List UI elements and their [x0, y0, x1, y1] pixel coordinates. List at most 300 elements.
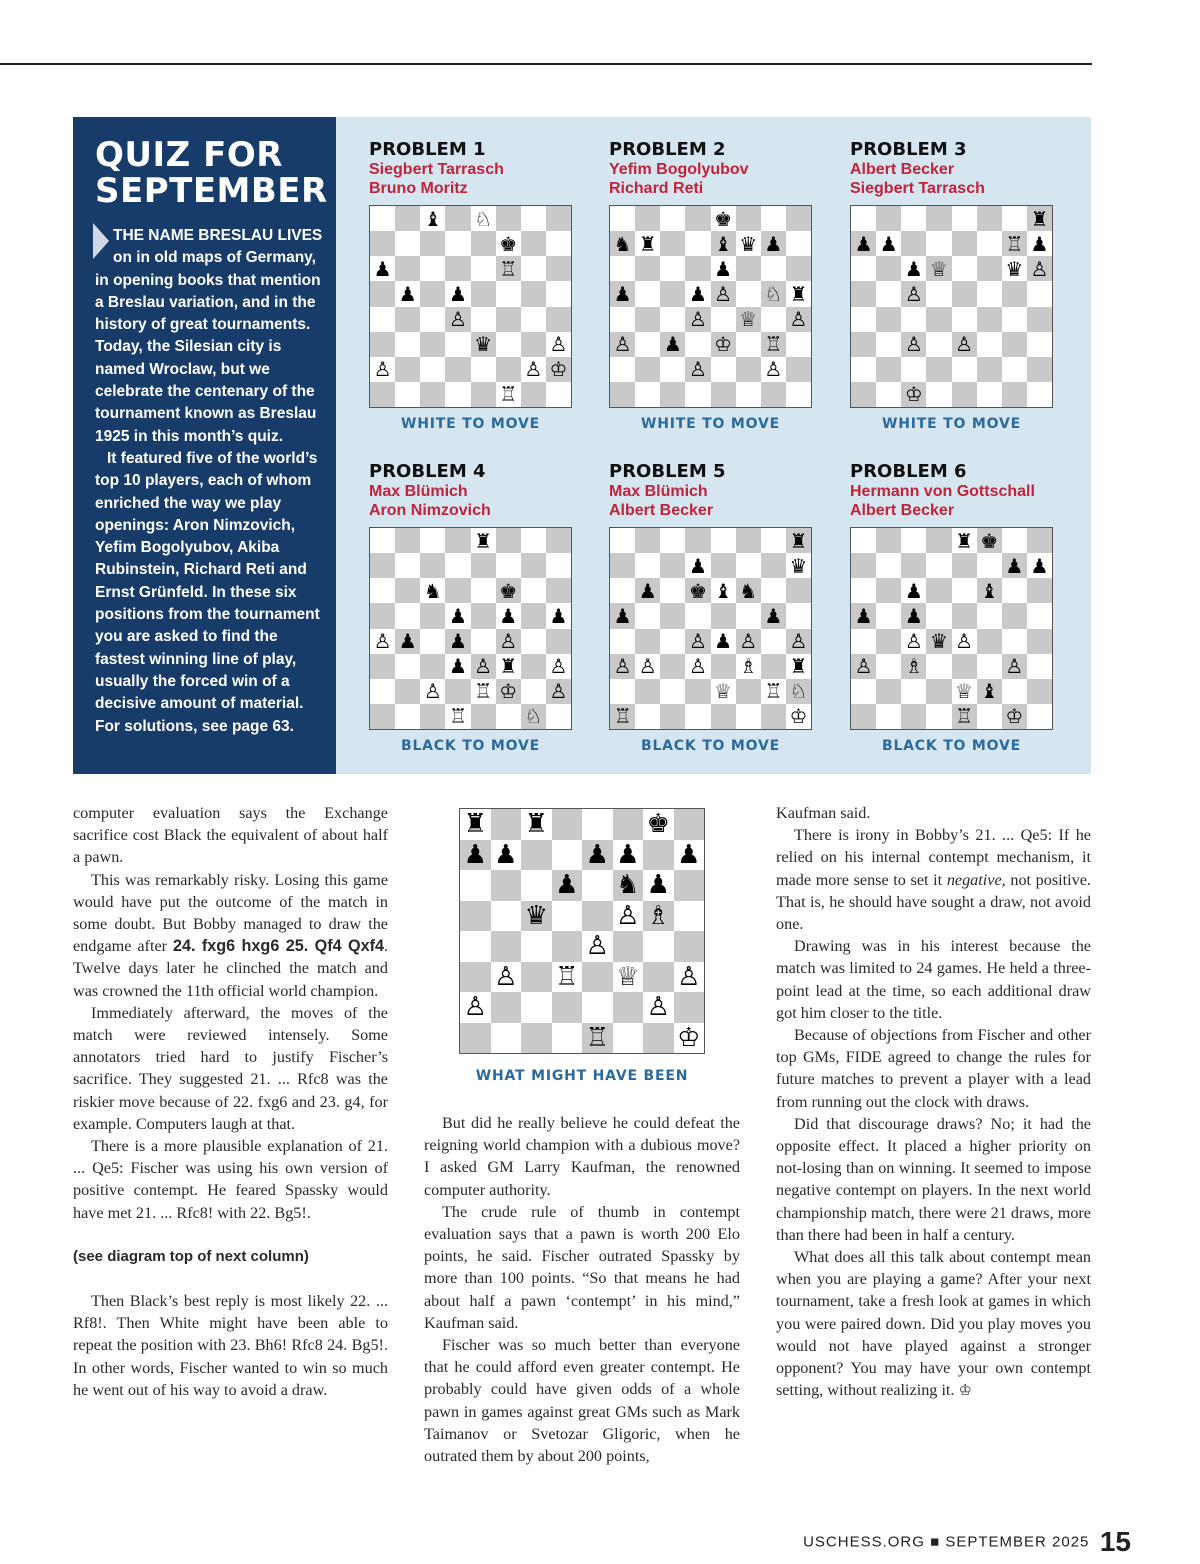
chess-piece-square: ♝	[977, 679, 1002, 704]
chess-piece-square: ♟	[876, 231, 901, 256]
problem-white-player: Hermann von Gottschall	[850, 483, 1035, 500]
chess-piece-square: ♟	[1027, 231, 1052, 256]
chess-piece-square: ♜	[952, 528, 977, 553]
empty-square	[471, 256, 496, 281]
quiz-title-line1: QUIZ FOR	[95, 135, 283, 175]
paragraph: computer evaluation says the Exchange sacrifice cost Black the equivalent of about half a pawn.	[73, 804, 388, 867]
problem-3	[850, 139, 1060, 432]
problem-4	[369, 461, 579, 754]
empty-square	[761, 528, 786, 553]
empty-square	[901, 553, 926, 578]
chess-piece-square: ♚	[496, 231, 521, 256]
empty-square	[952, 256, 977, 281]
empty-square	[460, 870, 491, 901]
empty-square	[952, 603, 977, 628]
empty-square	[420, 629, 445, 654]
empty-square	[952, 553, 977, 578]
chess-piece-square: ♜	[1027, 206, 1052, 231]
chess-piece-square: ♖	[761, 679, 786, 704]
chess-piece-square: ♕	[952, 679, 977, 704]
empty-square	[876, 578, 901, 603]
quiz-intro-text	[95, 225, 327, 738]
empty-square	[786, 256, 811, 281]
empty-square	[660, 281, 685, 306]
chess-piece-square: ♙	[952, 332, 977, 357]
empty-square	[546, 704, 571, 729]
empty-square	[685, 332, 710, 357]
problem-black-player: Siegbert Tarrasch	[850, 180, 985, 197]
empty-square	[610, 307, 635, 332]
article-column-2	[424, 1112, 740, 1467]
chess-piece-square: ♙	[685, 307, 710, 332]
paragraph	[776, 824, 1091, 935]
empty-square	[1027, 528, 1052, 553]
empty-square	[546, 231, 571, 256]
chess-piece-square: ♙	[851, 654, 876, 679]
empty-square	[521, 206, 546, 231]
chess-piece-square: ♙	[460, 992, 491, 1023]
empty-square	[851, 256, 876, 281]
empty-square	[471, 382, 496, 407]
empty-square	[851, 281, 876, 306]
chess-piece-square: ♙	[643, 992, 674, 1023]
chess-piece-square: ♟	[546, 603, 571, 628]
chess-piece-square: ♟	[445, 603, 470, 628]
empty-square	[761, 704, 786, 729]
empty-square	[660, 553, 685, 578]
paragraph: But did he really believe he could defeat the reigning world champion with a dubious move? I asked GM Larry Kaufman, the renowned computer authority.	[424, 1114, 740, 1199]
empty-square	[1002, 629, 1027, 654]
empty-square	[610, 578, 635, 603]
empty-square	[370, 382, 395, 407]
empty-square	[552, 901, 583, 932]
empty-square	[370, 231, 395, 256]
empty-square	[926, 382, 951, 407]
empty-square	[685, 206, 710, 231]
empty-square	[1002, 528, 1027, 553]
empty-square	[420, 231, 445, 256]
chess-piece-square: ♚	[711, 206, 736, 231]
empty-square	[643, 1023, 674, 1054]
empty-square	[546, 307, 571, 332]
chess-piece-square: ♛	[736, 231, 761, 256]
empty-square	[610, 357, 635, 382]
chess-board	[369, 527, 572, 730]
empty-square	[491, 809, 522, 840]
empty-square	[674, 809, 705, 840]
empty-square	[660, 629, 685, 654]
problem-black-player: Aron Nimzovich	[369, 502, 491, 519]
empty-square	[491, 931, 522, 962]
empty-square	[552, 992, 583, 1023]
chess-piece-square: ♙	[546, 332, 571, 357]
empty-square	[851, 382, 876, 407]
chess-piece-square: ♖	[582, 1023, 613, 1054]
empty-square	[761, 654, 786, 679]
empty-square	[445, 206, 470, 231]
empty-square	[635, 206, 660, 231]
empty-square	[952, 357, 977, 382]
chess-piece-square: ♙	[685, 654, 710, 679]
problem-caption: WHITE TO MOVE	[401, 416, 540, 432]
empty-square	[1002, 307, 1027, 332]
chess-piece-square: ♟	[613, 840, 644, 871]
empty-square	[521, 382, 546, 407]
paragraph-text: What does all this talk about contempt mean when you are playing a game? After your next tournament, take a fresh look at games in which you were paired down. Did you play moves you would not have played against a stronger opponent? You may have your own contempt setting, without realizing it.	[776, 1248, 1091, 1400]
empty-square	[521, 553, 546, 578]
empty-square	[635, 357, 660, 382]
empty-square	[420, 307, 445, 332]
empty-square	[420, 357, 445, 382]
chess-piece-square: ♗	[901, 654, 926, 679]
empty-square	[521, 528, 546, 553]
empty-square	[660, 679, 685, 704]
empty-square	[1002, 281, 1027, 306]
empty-square	[395, 654, 420, 679]
empty-square	[521, 603, 546, 628]
empty-square	[395, 332, 420, 357]
paragraph: There is a more plausible explanation of 21. ... Qe5: Fischer was using his own version of positive contempt. He feared Spassky would have met 21. ... Rfc8! with 22. Bg5!.	[73, 1137, 388, 1222]
empty-square	[674, 901, 705, 932]
chess-board	[369, 205, 572, 408]
empty-square	[635, 553, 660, 578]
empty-square	[445, 578, 470, 603]
chess-piece-square: ♙	[901, 629, 926, 654]
italic-word: negative,	[946, 870, 1006, 889]
empty-square	[420, 603, 445, 628]
chess-piece-square: ♟	[491, 840, 522, 871]
empty-square	[471, 357, 496, 382]
chess-piece-square: ♙	[1002, 654, 1027, 679]
chess-board	[609, 205, 812, 408]
chess-piece-square: ♚	[643, 809, 674, 840]
empty-square	[786, 578, 811, 603]
paragraph-text: This was remarkably risky. Losing this game would have put the outcome of the match in some doubt. But Bobby managed to draw the endgame after	[73, 870, 388, 956]
empty-square	[660, 231, 685, 256]
empty-square	[660, 206, 685, 231]
problem-5	[609, 461, 819, 754]
empty-square	[901, 679, 926, 704]
diagram-caption: WHAT MIGHT HAVE BEEN	[475, 1068, 689, 1084]
empty-square	[521, 870, 552, 901]
chess-piece-square: ♝	[977, 578, 1002, 603]
chess-piece-square: ♙	[736, 629, 761, 654]
chess-piece-square: ♙	[901, 281, 926, 306]
empty-square	[496, 307, 521, 332]
chess-piece-square: ♕	[926, 256, 951, 281]
empty-square	[952, 307, 977, 332]
article-column-1	[73, 802, 388, 1401]
empty-square	[521, 307, 546, 332]
empty-square	[736, 679, 761, 704]
empty-square	[711, 603, 736, 628]
chess-piece-square: ♙	[635, 654, 660, 679]
empty-square	[370, 603, 395, 628]
chess-piece-square: ♟	[685, 553, 710, 578]
empty-square	[445, 231, 470, 256]
empty-square	[370, 332, 395, 357]
empty-square	[660, 578, 685, 603]
article-column-3	[776, 802, 1091, 1401]
empty-square	[420, 553, 445, 578]
footer-publication: USCHESS.ORG ■ SEPTEMBER 2025	[803, 1533, 1090, 1551]
empty-square	[610, 256, 635, 281]
chess-piece-square: ♟	[460, 840, 491, 871]
empty-square	[546, 553, 571, 578]
empty-square	[1002, 603, 1027, 628]
problem-title: PROBLEM 4	[369, 461, 486, 482]
empty-square	[635, 256, 660, 281]
empty-square	[736, 704, 761, 729]
empty-square	[635, 281, 660, 306]
problem-caption: BLACK TO MOVE	[640, 738, 780, 754]
empty-square	[496, 528, 521, 553]
chess-piece-square: ♖	[610, 704, 635, 729]
paragraph	[776, 1246, 1091, 1401]
empty-square	[420, 654, 445, 679]
empty-square	[1027, 332, 1052, 357]
empty-square	[685, 603, 710, 628]
chess-piece-square: ♙	[786, 307, 811, 332]
empty-square	[521, 654, 546, 679]
empty-square	[610, 382, 635, 407]
empty-square	[420, 332, 445, 357]
empty-square	[546, 206, 571, 231]
empty-square	[1027, 704, 1052, 729]
chess-piece-square: ♜	[635, 231, 660, 256]
empty-square	[582, 962, 613, 993]
empty-square	[546, 578, 571, 603]
empty-square	[546, 256, 571, 281]
chess-piece-square: ♛	[471, 332, 496, 357]
paragraph: Kaufman said.	[776, 804, 871, 822]
chess-piece-square: ♟	[685, 281, 710, 306]
chess-piece-square: ♙	[711, 281, 736, 306]
empty-square	[613, 931, 644, 962]
empty-square	[711, 704, 736, 729]
empty-square	[952, 578, 977, 603]
empty-square	[496, 357, 521, 382]
empty-square	[496, 281, 521, 306]
empty-square	[613, 1023, 644, 1054]
chess-piece-square: ♟	[711, 256, 736, 281]
chess-piece-square: ♟	[674, 840, 705, 871]
chess-board	[850, 527, 1053, 730]
chess-piece-square: ♝	[711, 578, 736, 603]
empty-square	[926, 307, 951, 332]
empty-square	[521, 679, 546, 704]
problem-caption: BLACK TO MOVE	[881, 738, 1021, 754]
chess-piece-square: ♔	[711, 332, 736, 357]
empty-square	[370, 578, 395, 603]
chess-piece-square: ♙	[546, 654, 571, 679]
paragraph: Then Black’s best reply is most likely 22. ... Rf8!. Then White might have been able to repeat the position with 23. Bh6! Rfc8 24. Bg5!. In other words, Fischer wanted to win so much he went out of his way to avoid a draw.	[73, 1292, 388, 1399]
empty-square	[635, 528, 660, 553]
empty-square	[851, 704, 876, 729]
empty-square	[977, 281, 1002, 306]
empty-square	[1027, 382, 1052, 407]
empty-square	[643, 962, 674, 993]
problem-title: PROBLEM 6	[850, 461, 967, 482]
chess-piece-square: ♟	[370, 256, 395, 281]
empty-square	[660, 528, 685, 553]
empty-square	[610, 206, 635, 231]
empty-square	[521, 1023, 552, 1054]
empty-square	[685, 704, 710, 729]
chess-piece-square: ♙	[610, 332, 635, 357]
empty-square	[521, 962, 552, 993]
empty-square	[496, 704, 521, 729]
empty-square	[926, 578, 951, 603]
empty-square	[395, 307, 420, 332]
empty-square	[610, 553, 635, 578]
empty-square	[711, 307, 736, 332]
empty-square	[370, 553, 395, 578]
empty-square	[660, 654, 685, 679]
chess-piece-square: ♟	[445, 281, 470, 306]
empty-square	[926, 679, 951, 704]
chess-piece-square: ♟	[851, 231, 876, 256]
empty-square	[370, 704, 395, 729]
chess-piece-square: ♟	[851, 603, 876, 628]
chess-piece-square: ♙	[546, 679, 571, 704]
empty-square	[901, 704, 926, 729]
paragraph	[73, 869, 388, 1002]
chess-piece-square: ♙	[685, 357, 710, 382]
chess-piece-square: ♜	[521, 809, 552, 840]
chess-piece-square: ♖	[1002, 231, 1027, 256]
empty-square	[496, 206, 521, 231]
empty-square	[761, 307, 786, 332]
empty-square	[370, 281, 395, 306]
empty-square	[736, 206, 761, 231]
empty-square	[876, 629, 901, 654]
empty-square	[977, 307, 1002, 332]
empty-square	[876, 256, 901, 281]
empty-square	[1002, 332, 1027, 357]
chess-piece-square: ♞	[420, 578, 445, 603]
chess-piece-square: ♖	[496, 256, 521, 281]
empty-square	[420, 704, 445, 729]
empty-square	[1027, 281, 1052, 306]
empty-square	[445, 553, 470, 578]
chess-piece-square: ♟	[496, 603, 521, 628]
empty-square	[582, 809, 613, 840]
empty-square	[977, 704, 1002, 729]
empty-square	[471, 629, 496, 654]
empty-square	[1002, 679, 1027, 704]
problem-white-player: Yefim Bogolyubov	[609, 161, 749, 178]
empty-square	[460, 901, 491, 932]
empty-square	[395, 206, 420, 231]
empty-square	[851, 332, 876, 357]
empty-square	[370, 206, 395, 231]
empty-square	[952, 382, 977, 407]
empty-square	[546, 629, 571, 654]
chess-piece-square: ♔	[786, 704, 811, 729]
empty-square	[685, 528, 710, 553]
top-rule	[0, 63, 1092, 65]
chess-piece-square: ♟	[761, 231, 786, 256]
chess-board	[609, 527, 812, 730]
chess-piece-square: ♙	[613, 901, 644, 932]
empty-square	[582, 870, 613, 901]
chess-piece-square: ♛	[1002, 256, 1027, 281]
paragraph: Drawing was in his interest because the match was limited to 24 games. He held a three-point lead at the time, so each additional draw got him closer to the title.	[776, 937, 1091, 1022]
empty-square	[977, 553, 1002, 578]
empty-square	[395, 553, 420, 578]
chess-piece-square: ♝	[420, 206, 445, 231]
chess-piece-square: ♘	[786, 679, 811, 704]
problem-white-player: Max Blümich	[609, 483, 708, 500]
empty-square	[786, 332, 811, 357]
empty-square	[674, 931, 705, 962]
empty-square	[370, 528, 395, 553]
empty-square	[876, 281, 901, 306]
chess-piece-square: ♖	[552, 962, 583, 993]
chess-piece-square: ♟	[643, 870, 674, 901]
empty-square	[977, 231, 1002, 256]
empty-square	[445, 679, 470, 704]
chess-piece-square: ♙	[370, 629, 395, 654]
problem-title: PROBLEM 2	[609, 139, 726, 160]
chess-piece-square: ♔	[1002, 704, 1027, 729]
empty-square	[851, 578, 876, 603]
empty-square	[496, 332, 521, 357]
chess-piece-square: ♟	[901, 256, 926, 281]
chess-piece-square: ♙	[471, 654, 496, 679]
empty-square	[736, 357, 761, 382]
empty-square	[977, 382, 1002, 407]
empty-square	[445, 332, 470, 357]
chess-piece-square: ♙	[420, 679, 445, 704]
empty-square	[977, 256, 1002, 281]
empty-square	[876, 382, 901, 407]
chess-piece-square: ♟	[1002, 553, 1027, 578]
empty-square	[635, 679, 660, 704]
empty-square	[876, 528, 901, 553]
empty-square	[420, 256, 445, 281]
chess-piece-square: ♞	[610, 231, 635, 256]
empty-square	[491, 870, 522, 901]
empty-square	[552, 931, 583, 962]
empty-square	[674, 870, 705, 901]
chess-piece-square: ♛	[521, 901, 552, 932]
empty-square	[876, 603, 901, 628]
empty-square	[876, 704, 901, 729]
empty-square	[420, 528, 445, 553]
chess-piece-square: ♙	[521, 357, 546, 382]
empty-square	[610, 528, 635, 553]
what-might-have-been-board	[459, 808, 705, 1054]
empty-square	[876, 553, 901, 578]
empty-square	[445, 256, 470, 281]
paragraph: Fischer was so much better than everyone that he could afford even greater contempt. He probably could have given odds of a whole pawn in games against great GMs such as Mark Taimanov or Svetozar Gligoric, when he outrated them by about 200 points,	[424, 1336, 740, 1466]
empty-square	[952, 231, 977, 256]
empty-square	[552, 840, 583, 871]
empty-square	[610, 679, 635, 704]
empty-square	[471, 231, 496, 256]
chess-piece-square: ♟	[395, 281, 420, 306]
empty-square	[370, 679, 395, 704]
chess-piece-square: ♟	[395, 629, 420, 654]
triangle-marker-icon	[93, 223, 109, 259]
chess-piece-square: ♙	[491, 962, 522, 993]
empty-square	[521, 231, 546, 256]
empty-square	[395, 603, 420, 628]
empty-square	[926, 654, 951, 679]
chess-piece-square: ♔	[546, 357, 571, 382]
